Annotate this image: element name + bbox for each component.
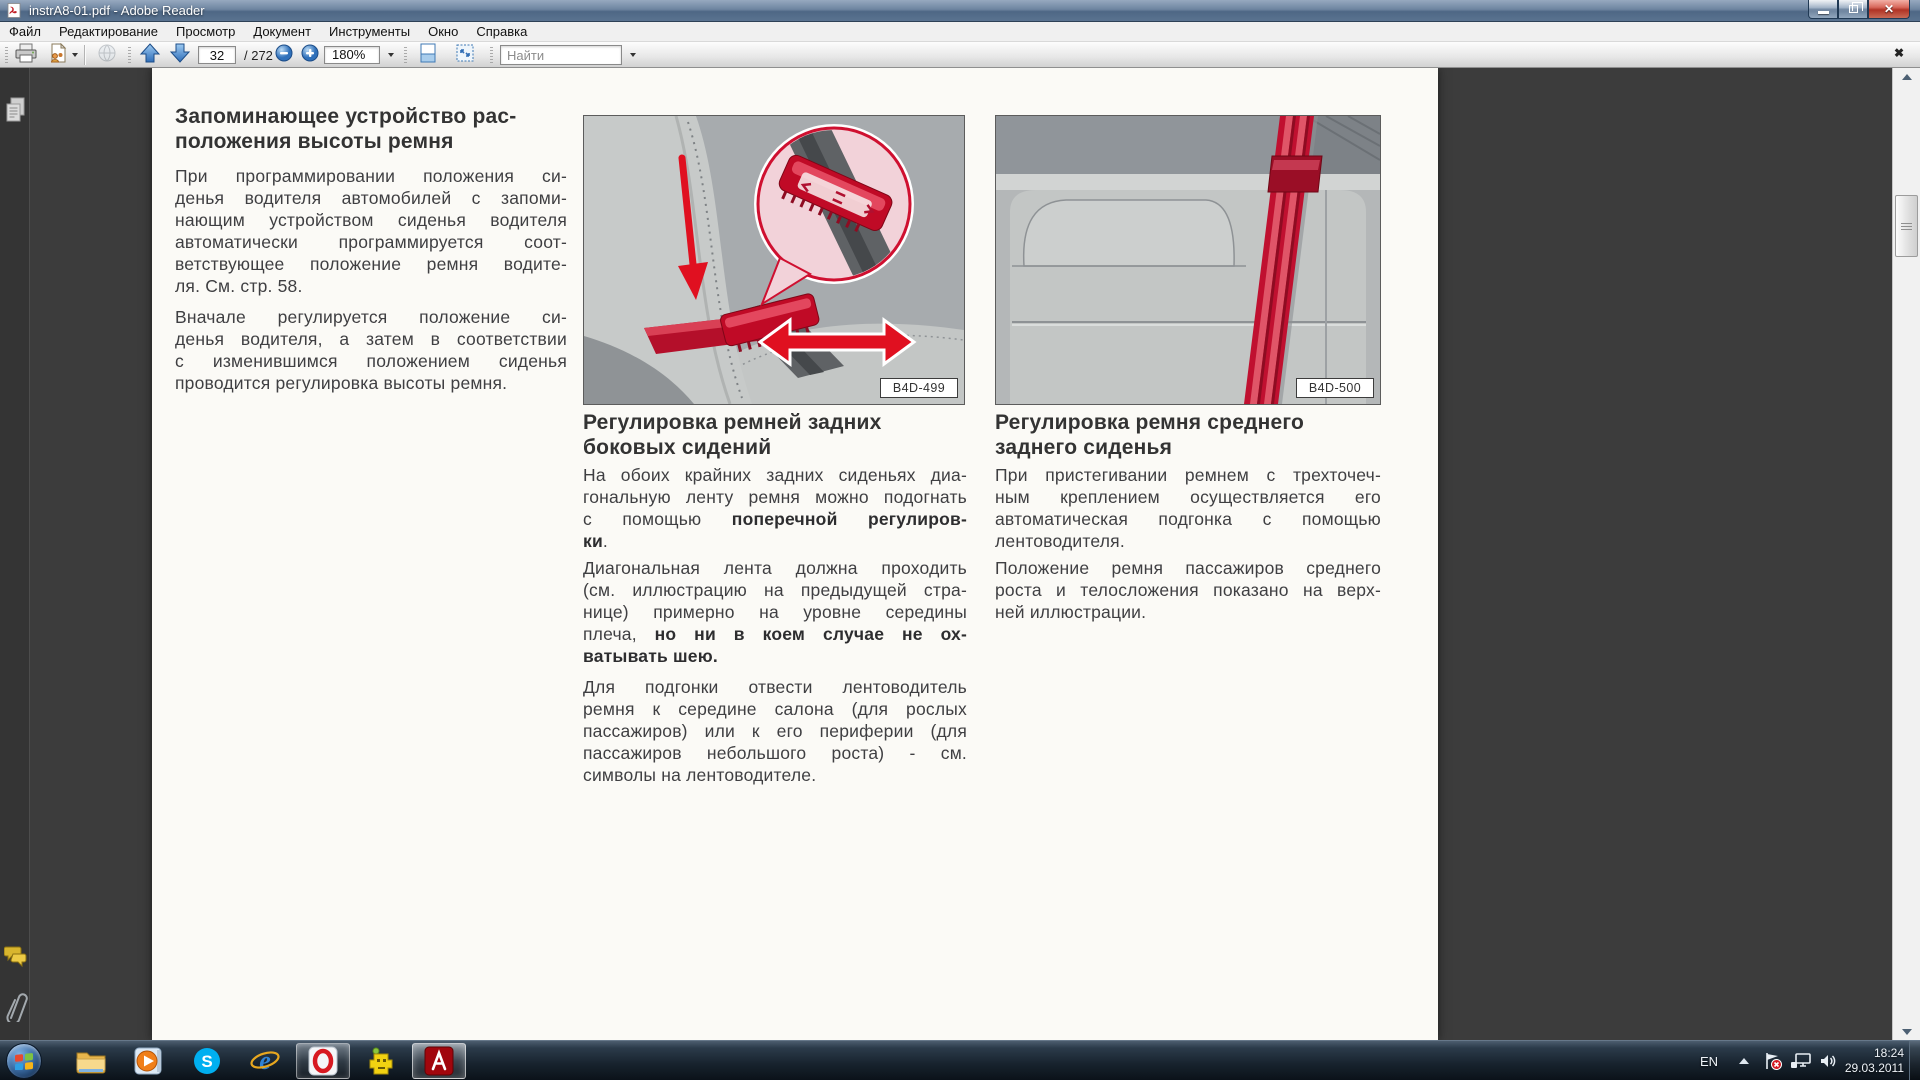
zoom-dropdown-caret[interactable] xyxy=(388,53,394,57)
menu-tools[interactable]: Инструменты xyxy=(329,23,411,39)
vertical-scrollbar[interactable] xyxy=(1892,68,1920,1040)
triangle-down-icon xyxy=(1902,1029,1912,1035)
menu-bar xyxy=(0,22,1920,42)
taskbar-windows-explorer[interactable] xyxy=(64,1043,118,1079)
adobe-reader-icon xyxy=(424,1046,454,1076)
share-document-icon xyxy=(48,43,68,68)
triangle-up-icon xyxy=(1902,74,1912,80)
collaborate-button[interactable] xyxy=(46,44,70,66)
zoom-level-field[interactable]: 180% xyxy=(324,46,380,64)
rear-side-seat-belt-illustration xyxy=(584,116,964,404)
page-column-left xyxy=(175,104,567,394)
paragraph: При программировании положения си- денья водителя автомобилей с запоми- нающим устройством сиденья водителя автоматически программируется соот- ветствующее положение ремня водите- ля. См. стр. 58. xyxy=(175,166,567,296)
window-title-bar[interactable] xyxy=(0,0,1920,22)
expand-window-icon xyxy=(454,43,476,68)
section-heading: Регулировка ремней задних боковых сидений xyxy=(583,411,882,459)
taskbar-adobe-reader[interactable] xyxy=(412,1043,466,1079)
qip-icon xyxy=(366,1046,396,1076)
tray-time: 18:24 xyxy=(1873,1046,1904,1060)
page-scroll-icon xyxy=(419,43,437,68)
navigation-panel-strip xyxy=(0,68,30,1040)
language-indicator[interactable]: EN xyxy=(1699,1053,1719,1069)
network-icon[interactable] xyxy=(1788,1041,1814,1080)
figure-rear-middle-seat xyxy=(995,115,1381,405)
document-view-area[interactable] xyxy=(31,68,1892,1040)
internet-explorer-icon xyxy=(249,1046,281,1076)
page-number-input[interactable] xyxy=(198,46,236,64)
printer-icon xyxy=(14,43,38,68)
pdf-page xyxy=(152,68,1438,1040)
action-center-icon[interactable] xyxy=(1760,1041,1786,1080)
windows-logo-icon xyxy=(14,1052,34,1070)
menu-help[interactable]: Справка xyxy=(476,23,528,39)
taskbar-skype[interactable] xyxy=(180,1043,234,1079)
upload-button-disabled xyxy=(92,44,122,66)
menu-edit[interactable]: Редактирование xyxy=(58,23,158,39)
figure-label: B4D-500 xyxy=(1296,378,1374,398)
next-page-button[interactable] xyxy=(166,44,194,66)
menu-file[interactable]: Файл xyxy=(9,23,41,39)
rear-middle-seat-belt-illustration xyxy=(996,116,1380,404)
previous-page-button[interactable] xyxy=(136,44,164,66)
adobe-reader-pdf-icon xyxy=(7,3,22,18)
toolbar xyxy=(0,42,1920,68)
taskbar xyxy=(0,1040,1920,1080)
paragraph: Положение ремня пассажиров среднего роста и телосложения показано на верх- ней иллюстрации. xyxy=(995,558,1381,622)
taskbar-opera[interactable] xyxy=(296,1043,350,1079)
zoom-out-button[interactable] xyxy=(272,44,296,66)
fullscreen-button[interactable] xyxy=(450,44,480,66)
zoom-in-button[interactable] xyxy=(298,44,322,66)
taskbar-internet-explorer[interactable] xyxy=(238,1043,292,1079)
start-button[interactable] xyxy=(6,1043,42,1079)
media-player-icon xyxy=(133,1046,165,1076)
toolbar-grip xyxy=(128,47,131,63)
show-hidden-icons-button[interactable] xyxy=(1734,1041,1754,1080)
toolbar-grip xyxy=(404,47,407,63)
tray-date: 29.03.2011 xyxy=(1844,1061,1904,1075)
figure-rear-side-seat xyxy=(583,115,965,405)
window-controls xyxy=(1808,0,1910,19)
menu-document[interactable]: Документ xyxy=(253,23,312,39)
print-button[interactable] xyxy=(12,44,40,66)
section-heading: Регулировка ремня среднего заднего сиденья xyxy=(995,411,1305,459)
chevron-up-icon xyxy=(1739,1058,1749,1064)
show-desktop-button[interactable] xyxy=(1909,1041,1920,1080)
toolbar-close-icon[interactable]: ✖ xyxy=(1893,46,1904,60)
clock[interactable] xyxy=(1826,1041,1904,1080)
pages-panel-icon[interactable] xyxy=(4,96,27,131)
scroll-up-button[interactable] xyxy=(1893,68,1920,85)
arrow-up-icon xyxy=(139,43,161,68)
thumb-grip-icon xyxy=(1901,223,1912,230)
menu-view[interactable]: Просмотр xyxy=(176,23,236,39)
restore-button[interactable] xyxy=(1838,0,1868,19)
plus-circle-icon xyxy=(301,44,319,67)
paragraph: Вначале регулируется положение си- денья водителя, а затем в соответствии с изменившимся положением сиденья проводится регулировка высоты ремня. xyxy=(175,307,567,393)
globe-icon xyxy=(96,43,118,68)
opera-icon xyxy=(308,1046,338,1076)
window-title: instrA8-01.pdf - Adobe Reader xyxy=(29,3,205,18)
scrolling-mode-button[interactable] xyxy=(414,44,442,66)
arrow-down-icon xyxy=(169,43,191,68)
minimize-button[interactable] xyxy=(1808,0,1838,19)
svg-text:S: S xyxy=(201,1052,213,1071)
collaborate-dropdown-caret[interactable] xyxy=(72,53,78,57)
minus-circle-icon xyxy=(275,44,293,67)
paragraph: Диагональная лента должна проходить (см. иллюстрацию на предыдущей стра- нице) примерно на уровне середины плеча, но ни в коем случае не ох- ватывать шею. xyxy=(583,558,967,666)
scroll-down-button[interactable] xyxy=(1893,1023,1920,1040)
page-total-label: / 272 xyxy=(244,48,273,63)
close-button[interactable]: ✕ xyxy=(1868,0,1910,19)
svg-text:e: e xyxy=(259,1046,271,1075)
comments-panel-icon[interactable] xyxy=(4,944,28,973)
toolbar-grip xyxy=(490,47,493,63)
taskbar-windows-media-player[interactable] xyxy=(122,1043,176,1079)
folder-icon xyxy=(75,1047,107,1075)
section-heading: Запоминающее устройство рас- положения высоты ремня xyxy=(175,105,517,153)
paragraph: На обоих крайних задних сиденьях диа- гональную ленту ремня можно подогнать с помощью поперечной регулиров- ки. xyxy=(583,465,967,551)
search-input[interactable] xyxy=(500,45,622,65)
paragraph: При пристегивании ремнем с трехточеч- ным креплением осуществляется его автоматическая подгонка с помощью лентоводителя. xyxy=(995,465,1381,551)
paragraph: Для подгонки отвести лентоводитель ремня к середине салона (для рослых пассажиров) или к его периферии (для пассажиров небольшого роста) - см. символы на лентоводителе. xyxy=(583,677,967,785)
taskbar-qip[interactable] xyxy=(354,1043,408,1079)
skype-icon xyxy=(192,1046,222,1076)
attachments-panel-icon[interactable] xyxy=(4,988,28,1027)
toolbar-grip xyxy=(5,47,8,63)
scrollbar-thumb[interactable] xyxy=(1895,195,1918,257)
search-dropdown-caret[interactable] xyxy=(630,53,636,57)
figure-label: B4D-499 xyxy=(880,378,958,398)
menu-window[interactable]: Окно xyxy=(428,23,459,39)
